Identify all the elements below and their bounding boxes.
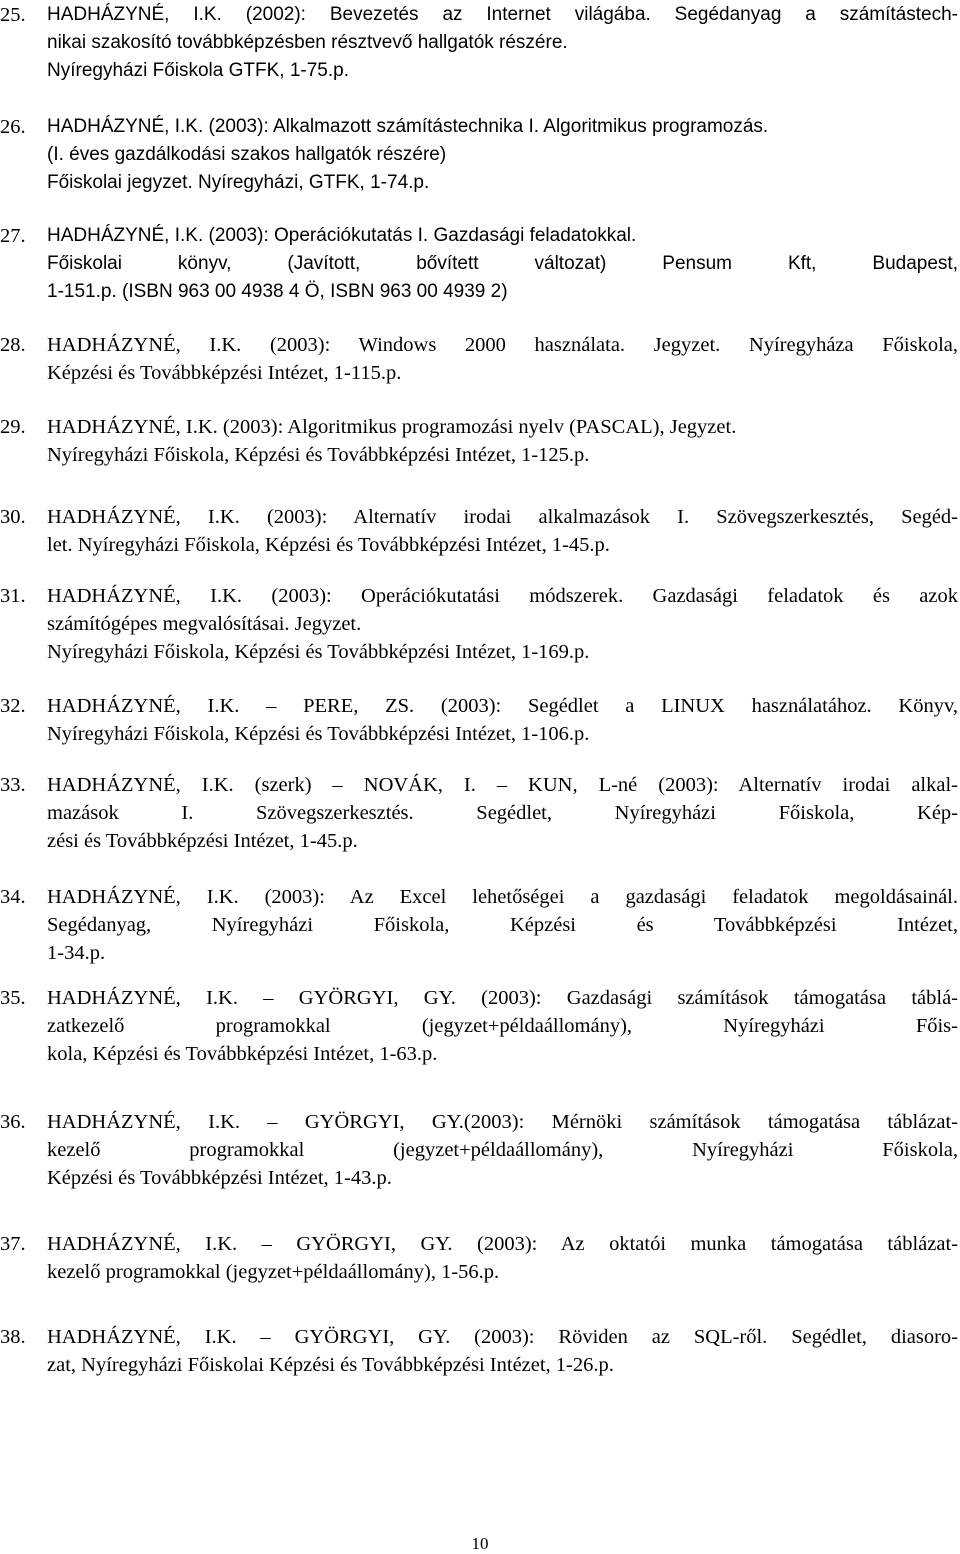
- reference-line: HADHÁZYNÉ, I.K. (2003): Algoritmikus programozási nyelv (PASCAL), Jegyzet.: [47, 416, 737, 438]
- reference-line: számítógépes megvalósításai. Jegyzet.: [47, 613, 362, 635]
- reference-text: [47, 1230, 958, 1286]
- reference-text: [47, 222, 958, 306]
- reference-line: 1-34.p.: [47, 942, 106, 964]
- reference-line: HADHÁZYNÉ, I.K. – GYÖRGYI, GY. (2003): Az oktatói munka támogatása táblázat-: [47, 1233, 958, 1255]
- reference-line: HADHÁZYNÉ, I.K. (2003): Alkalmazott számítástechnika I. Algoritmikus programozás.: [47, 116, 769, 137]
- reference-number: 32.: [0, 695, 26, 717]
- reference-text: [47, 582, 958, 666]
- reference-line: HADHÁZYNÉ, I.K. (2003): Windows 2000 használata. Jegyzet. Nyíregyháza Főiskola,: [47, 334, 958, 356]
- reference-number: 37.: [0, 1233, 26, 1255]
- reference-line: Nyíregyházi Főiskola GTFK, 1-75.p.: [47, 60, 349, 81]
- reference-number: 27.: [0, 225, 26, 247]
- reference-line: HADHÁZYNÉ, I.K. (2003): Operációkutatás I. Gazdasági feladatokkal.: [47, 225, 637, 246]
- reference-number: 28.: [0, 334, 26, 356]
- reference-line: Képzési és Továbbképzési Intézet, 1-115.p.: [47, 362, 402, 384]
- reference-line: 1-151.p. (ISBN 963 00 4938 4 Ö, ISBN 963 00 4939 2): [47, 281, 508, 302]
- reference-line: HADHÁZYNÉ, I.K. – PERE, ZS. (2003): Segédlet a LINUX használatához. Könyv,: [47, 695, 958, 717]
- reference-number: 26.: [0, 116, 26, 138]
- reference-number: 29.: [0, 416, 26, 438]
- reference-line: mazások I. Szövegszerkesztés. Segédlet, Nyíregyházi Főiskola, Kép-: [47, 802, 958, 824]
- reference-line: Nyíregyházi Főiskola, Képzési és Továbbképzési Intézet, 1-106.p.: [47, 723, 590, 745]
- reference-text: [47, 331, 958, 387]
- reference-line: Nyíregyházi Főiskola, Képzési és Továbbképzési Intézet, 1-169.p.: [47, 641, 590, 663]
- reference-line: zatkezelő programokkal (jegyzet+példaállomány), Nyíregyházi Főis-: [47, 1015, 958, 1037]
- reference-line: kola, Képzési és Továbbképzési Intézet, 1-63.p.: [47, 1043, 438, 1065]
- reference-line: nikai szakosító továbbképzésben résztvevő hallgatók részére.: [47, 32, 568, 53]
- reference-line: (I. éves gazdálkodási szakos hallgatók részére): [47, 144, 447, 165]
- reference-number: 34.: [0, 886, 26, 908]
- reference-text: [47, 1323, 958, 1379]
- page-number: 10: [471, 1534, 489, 1553]
- reference-line: HADHÁZYNÉ, I.K. (2003): Alternatív irodai alkalmazások I. Szövegszerkesztés, Segéd-: [47, 506, 958, 528]
- reference-line: kezelő programokkal (jegyzet+példaállomány), Nyíregyházi Főiskola,: [47, 1139, 958, 1161]
- reference-line: Képzési és Továbbképzési Intézet, 1-43.p.: [47, 1167, 392, 1189]
- reference-line: HADHÁZYNÉ, I.K. (szerk) – NOVÁK, I. – KUN, L-né (2003): Alternatív irodai alkal-: [47, 774, 958, 796]
- reference-text: [47, 413, 958, 469]
- reference-text: [47, 113, 958, 197]
- reference-number: 33.: [0, 774, 26, 796]
- reference-line: HADHÁZYNÉ, I.K. – GYÖRGYI, GY.(2003): Mérnöki számítások támogatása táblázat-: [47, 1111, 958, 1133]
- reference-line: Főiskolai jegyzet. Nyíregyházi, GTFK, 1-74.p.: [47, 172, 430, 193]
- reference-number: 38.: [0, 1326, 26, 1348]
- reference-line: zat, Nyíregyházi Főiskolai Képzési és Továbbképzési Intézet, 1-26.p.: [47, 1354, 614, 1376]
- reference-text: [47, 1108, 958, 1192]
- reference-text: [47, 692, 958, 748]
- reference-text: [47, 984, 958, 1068]
- reference-line: zési és Továbbképzési Intézet, 1-45.p.: [47, 830, 358, 852]
- reference-line: HADHÁZYNÉ, I.K. (2002): Bevezetés az Internet világába. Segédanyag a számítástech-: [47, 4, 958, 25]
- reference-text: [47, 771, 958, 855]
- reference-line: Nyíregyházi Főiskola, Képzési és Továbbképzési Intézet, 1-125.p.: [47, 444, 590, 466]
- reference-line: Segédanyag, Nyíregyházi Főiskola, Képzési és Továbbképzési Intézet,: [47, 914, 958, 936]
- reference-number: 31.: [0, 585, 26, 607]
- reference-line: HADHÁZYNÉ, I.K. – GYÖRGYI, GY. (2003): Gazdasági számítások támogatása táblá-: [47, 987, 958, 1009]
- reference-line: let. Nyíregyházi Főiskola, Képzési és Továbbképzési Intézet, 1-45.p.: [47, 534, 610, 556]
- reference-line: HADHÁZYNÉ, I.K. (2003): Az Excel lehetőségei a gazdasági feladatok megoldásainál.: [47, 886, 958, 908]
- reference-number: 35.: [0, 987, 26, 1009]
- reference-number: 36.: [0, 1111, 26, 1133]
- reference-number: 30.: [0, 506, 26, 528]
- reference-line: HADHÁZYNÉ, I.K. (2003): Operációkutatási módszerek. Gazdasági feladatok és azok: [47, 585, 958, 607]
- reference-line: kezelő programokkal (jegyzet+példaállomány), 1-56.p.: [47, 1261, 500, 1283]
- reference-text: [47, 883, 958, 967]
- reference-line: HADHÁZYNÉ, I.K. – GYÖRGYI, GY. (2003): Röviden az SQL-ről. Segédlet, diasoro-: [47, 1326, 958, 1348]
- reference-number: 25.: [0, 4, 26, 26]
- reference-line: Főiskolai könyv, (Javított, bővített változat) Pensum Kft, Budapest,: [47, 253, 958, 274]
- reference-text: [47, 1, 958, 85]
- reference-text: [47, 503, 958, 559]
